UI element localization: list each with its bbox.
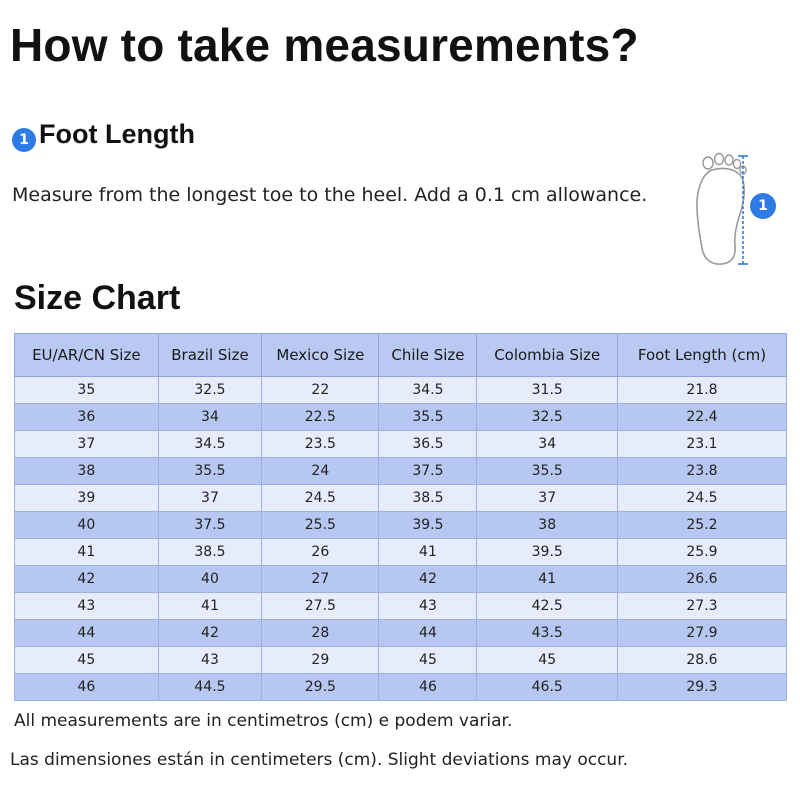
size-chart-table: [14, 333, 787, 701]
table-cell: 34.5: [379, 377, 477, 404]
table-cell: 34.5: [158, 431, 262, 458]
table-cell: 29.3: [617, 674, 786, 701]
table-cell: 21.8: [617, 377, 786, 404]
table-row: [15, 377, 787, 404]
table-cell: 39.5: [379, 512, 477, 539]
table-cell: 38: [15, 458, 159, 485]
table-cell: 39: [15, 485, 159, 512]
table-cell: 46: [379, 674, 477, 701]
table-cell: 25.5: [262, 512, 379, 539]
table-cell: 34: [158, 404, 262, 431]
table-cell: 26: [262, 539, 379, 566]
table-cell: 43: [379, 593, 477, 620]
table-cell: 42.5: [477, 593, 618, 620]
figure-number-badge: 1: [750, 193, 776, 219]
table-cell: 28: [262, 620, 379, 647]
table-cell: 22.5: [262, 404, 379, 431]
size-chart-title: Size Chart: [14, 279, 181, 317]
table-cell: 40: [158, 566, 262, 593]
table-cell: 23.8: [617, 458, 786, 485]
table-cell: 37.5: [158, 512, 262, 539]
column-header: Mexico Size: [262, 334, 379, 377]
table-cell: 37: [477, 485, 618, 512]
note-measurements: All measurements are in centimetros (cm) e podem variar.: [14, 711, 513, 731]
measurement-instruction: Measure from the longest toe to the heel. Add a 0.1 cm allowance.: [12, 184, 648, 206]
table-cell: 44: [15, 620, 159, 647]
table-row: [15, 647, 787, 674]
table-cell: 43: [15, 593, 159, 620]
table-cell: 24.5: [262, 485, 379, 512]
table-cell: 39.5: [477, 539, 618, 566]
table-cell: 37.5: [379, 458, 477, 485]
table-cell: 35: [15, 377, 159, 404]
table-row: [15, 620, 787, 647]
table-cell: 44.5: [158, 674, 262, 701]
table-cell: 45: [15, 647, 159, 674]
table-cell: 32.5: [477, 404, 618, 431]
table-cell: 23.5: [262, 431, 379, 458]
table-row: [15, 431, 787, 458]
table-cell: 43.5: [477, 620, 618, 647]
table-cell: 37: [158, 485, 262, 512]
table-row: [15, 512, 787, 539]
table-cell: 31.5: [477, 377, 618, 404]
table-cell: 41: [158, 593, 262, 620]
table-row: [15, 539, 787, 566]
table-cell: 43: [158, 647, 262, 674]
table-cell: 42: [379, 566, 477, 593]
table-cell: 42: [158, 620, 262, 647]
table-cell: 36: [15, 404, 159, 431]
table-cell: 35.5: [379, 404, 477, 431]
table-header-row: [15, 334, 787, 377]
table-cell: 23.1: [617, 431, 786, 458]
table-cell: 28.6: [617, 647, 786, 674]
column-header: Chile Size: [379, 334, 477, 377]
table-row: [15, 566, 787, 593]
table-cell: 35.5: [158, 458, 262, 485]
table-cell: 34: [477, 431, 618, 458]
table-cell: 25.9: [617, 539, 786, 566]
note-deviations: Las dimensiones están in centimeters (cm). Slight deviations may occur.: [10, 750, 629, 770]
section-title: Foot Length: [39, 118, 195, 149]
table-cell: 22: [262, 377, 379, 404]
table-cell: 38: [477, 512, 618, 539]
table-cell: 46: [15, 674, 159, 701]
column-header: Foot Length (cm): [617, 334, 786, 377]
table-row: [15, 485, 787, 512]
table-cell: 27: [262, 566, 379, 593]
step-number-badge: 1: [12, 128, 36, 152]
table-cell: 41: [15, 539, 159, 566]
table-cell: 29.5: [262, 674, 379, 701]
table-cell: 41: [379, 539, 477, 566]
table-cell: 37: [15, 431, 159, 458]
table-cell: 46.5: [477, 674, 618, 701]
table-cell: 27.3: [617, 593, 786, 620]
table-cell: 35.5: [477, 458, 618, 485]
table-cell: 26.6: [617, 566, 786, 593]
table-cell: 27.5: [262, 593, 379, 620]
table-cell: 27.9: [617, 620, 786, 647]
table-cell: 38.5: [158, 539, 262, 566]
table-cell: 45: [379, 647, 477, 674]
column-header: EU/AR/CN Size: [15, 334, 159, 377]
table-cell: 22.4: [617, 404, 786, 431]
table-cell: 44: [379, 620, 477, 647]
table-cell: 40: [15, 512, 159, 539]
table-cell: 24: [262, 458, 379, 485]
table-cell: 42: [15, 566, 159, 593]
table-cell: 36.5: [379, 431, 477, 458]
table-row: [15, 674, 787, 701]
table-cell: 32.5: [158, 377, 262, 404]
table-cell: 24.5: [617, 485, 786, 512]
table-cell: 41: [477, 566, 618, 593]
table-row: [15, 593, 787, 620]
column-header: Brazil Size: [158, 334, 262, 377]
table-row: [15, 458, 787, 485]
table-cell: 25.2: [617, 512, 786, 539]
column-header: Colombia Size: [477, 334, 618, 377]
table-cell: 29: [262, 647, 379, 674]
foot-length-heading: [12, 116, 195, 152]
table-cell: 38.5: [379, 485, 477, 512]
page-title: How to take measurements?: [10, 19, 639, 71]
table-row: [15, 404, 787, 431]
table-cell: 45: [477, 647, 618, 674]
